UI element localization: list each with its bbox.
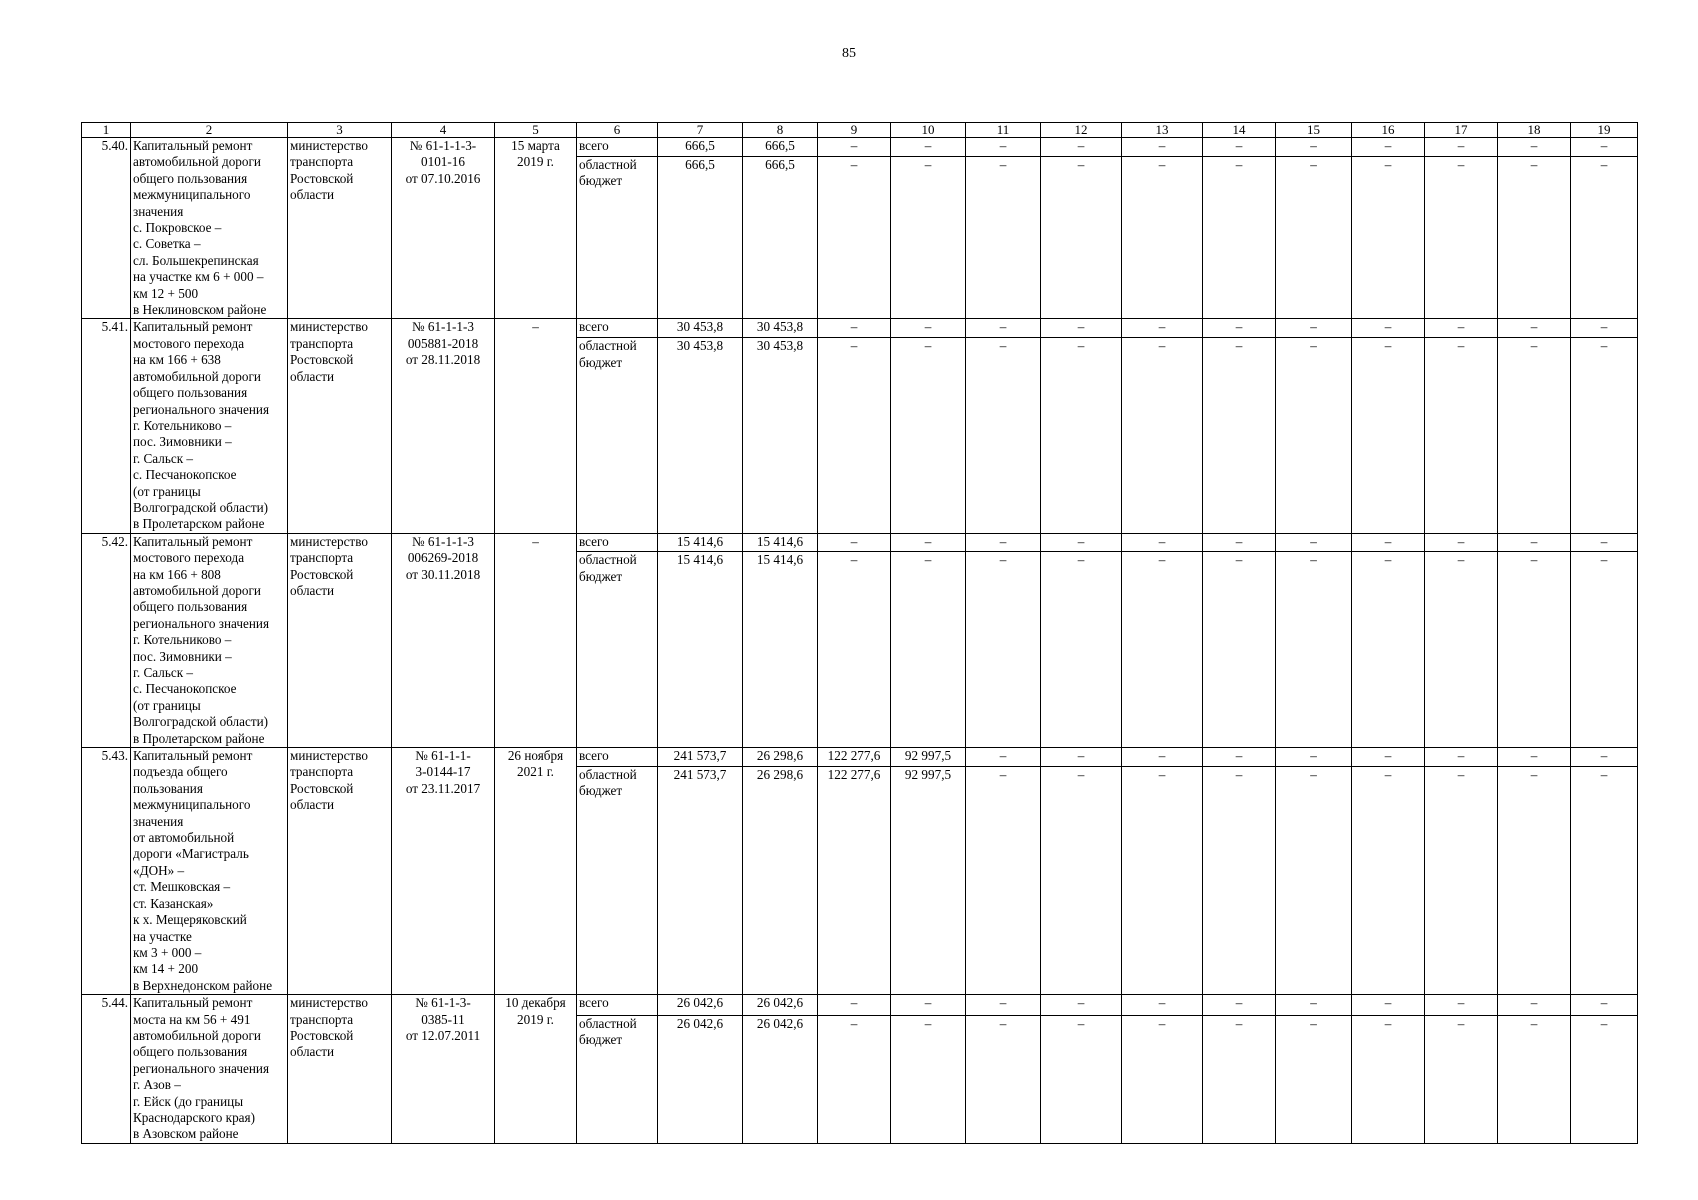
funding-value: – [1041, 338, 1122, 534]
funding-value: – [818, 533, 891, 552]
funding-value: – [818, 138, 891, 157]
funding-value: 241 573,7 [658, 766, 743, 995]
funding-value: – [891, 338, 966, 534]
funding-value: – [1425, 748, 1498, 767]
column-number: 14 [1203, 123, 1276, 138]
funding-value: – [1041, 138, 1122, 157]
document-number: № 61-1-3- 0385-11 от 12.07.2011 [392, 995, 495, 1144]
column-number-row [82, 123, 1638, 138]
column-number: 17 [1425, 123, 1498, 138]
funding-value: – [1352, 748, 1425, 767]
funding-value: – [1352, 319, 1425, 338]
funding-value: – [891, 552, 966, 748]
funding-value: – [891, 995, 966, 1016]
funding-value: – [966, 156, 1041, 319]
funding-value: – [1571, 995, 1638, 1016]
funding-value: – [1352, 533, 1425, 552]
funding-value: – [1276, 338, 1352, 534]
funding-value: – [818, 995, 891, 1016]
funding-value: – [1276, 766, 1352, 995]
funding-value: – [1276, 319, 1352, 338]
funding-value: 666,5 [743, 138, 818, 157]
funding-value: – [1041, 552, 1122, 748]
funding-value: 92 997,5 [891, 748, 966, 767]
funding-value: – [966, 552, 1041, 748]
funding-value: 30 453,8 [658, 319, 743, 338]
funding-value: – [1122, 995, 1203, 1016]
funding-value: – [1203, 338, 1276, 534]
column-number: 13 [1122, 123, 1203, 138]
funding-value: – [1571, 338, 1638, 534]
funding-source: всего [577, 319, 658, 338]
funding-value: 122 277,6 [818, 748, 891, 767]
funding-value: – [966, 319, 1041, 338]
funding-value: 30 453,8 [658, 338, 743, 534]
funding-value: – [1571, 319, 1638, 338]
funding-value: – [1498, 552, 1571, 748]
funding-value: – [966, 748, 1041, 767]
funding-value: – [1276, 748, 1352, 767]
table-row [82, 319, 1638, 338]
funding-value: – [891, 319, 966, 338]
funding-value: – [891, 1015, 966, 1143]
funding-value: – [1041, 319, 1122, 338]
funding-value: – [1352, 766, 1425, 995]
funding-value: – [1122, 766, 1203, 995]
funding-value: – [1352, 338, 1425, 534]
column-number: 12 [1041, 123, 1122, 138]
funding-source: областной бюджет [577, 766, 658, 995]
funding-value: – [966, 533, 1041, 552]
page-number: 85 [842, 46, 856, 61]
funding-value: 30 453,8 [743, 338, 818, 534]
funding-value: – [1276, 552, 1352, 748]
funding-value: – [1571, 748, 1638, 767]
table-row [82, 138, 1638, 157]
funding-value: 26 042,6 [743, 995, 818, 1016]
column-number: 9 [818, 123, 891, 138]
funding-value: – [1122, 552, 1203, 748]
funding-value: – [1352, 156, 1425, 319]
funding-value: – [1571, 766, 1638, 995]
funding-value: – [1498, 1015, 1571, 1143]
funding-source: областной бюджет [577, 338, 658, 534]
column-number: 18 [1498, 123, 1571, 138]
funding-value: 666,5 [658, 138, 743, 157]
column-number: 1 [82, 123, 131, 138]
column-number: 6 [577, 123, 658, 138]
column-number: 15 [1276, 123, 1352, 138]
funding-value: – [1425, 552, 1498, 748]
completion-date: – [495, 319, 577, 533]
funding-value: – [1276, 156, 1352, 319]
funding-value: 15 414,6 [743, 533, 818, 552]
funding-value: – [1203, 995, 1276, 1016]
column-number: 7 [658, 123, 743, 138]
funding-value: 26 298,6 [743, 766, 818, 995]
funding-value: – [1425, 766, 1498, 995]
funding-value: 241 573,7 [658, 748, 743, 767]
item-number: 5.42. [82, 533, 131, 747]
funding-value: – [1122, 156, 1203, 319]
funding-value: – [1122, 1015, 1203, 1143]
object-name: Капитальный ремонт автомобильной дороги общего пользования межмуниципального значения с. Покровское – с. Советка – сл. Большекрепинская на участке км 6 + 000 – км 12 + 500 в Неклиновском районе [131, 138, 288, 319]
column-number: 10 [891, 123, 966, 138]
document-number: № 61-1-1-3 005881-2018 от 28.11.2018 [392, 319, 495, 533]
funding-value: 26 042,6 [658, 1015, 743, 1143]
funding-value: 92 997,5 [891, 766, 966, 995]
funding-value: – [966, 995, 1041, 1016]
document-number: № 61-1-1- 3-0144-17 от 23.11.2017 [392, 748, 495, 995]
funding-value: – [1498, 338, 1571, 534]
funding-value: – [818, 1015, 891, 1143]
funding-source: всего [577, 995, 658, 1016]
funding-value: 26 042,6 [743, 1015, 818, 1143]
funding-value: – [1425, 319, 1498, 338]
customer: министерство транспорта Ростовской области [288, 533, 392, 747]
funding-value: – [966, 1015, 1041, 1143]
funding-value: – [818, 319, 891, 338]
funding-value: 122 277,6 [818, 766, 891, 995]
funding-value: 15 414,6 [658, 552, 743, 748]
funding-value: – [1571, 552, 1638, 748]
funding-value: – [1571, 1015, 1638, 1143]
funding-value: – [818, 552, 891, 748]
funding-value: – [1498, 995, 1571, 1016]
column-number: 2 [131, 123, 288, 138]
funding-value: 26 042,6 [658, 995, 743, 1016]
funding-value: – [1425, 995, 1498, 1016]
funding-value: – [1122, 138, 1203, 157]
funding-value: – [1041, 748, 1122, 767]
object-name: Капитальный ремонт мостового перехода на км 166 + 808 автомобильной дороги общего пользования регионального значения г. Котельниково – пос. Зимовники – г. Сальск – с. Песчанокопское (от границы Волгоградской области) в Пролетарском районе [131, 533, 288, 747]
completion-date: 15 марта 2019 г. [495, 138, 577, 319]
funding-value: – [1498, 319, 1571, 338]
funding-value: – [1425, 338, 1498, 534]
funding-value: – [1352, 138, 1425, 157]
funding-value: – [1276, 138, 1352, 157]
funding-value: – [1425, 1015, 1498, 1143]
customer: министерство транспорта Ростовской области [288, 319, 392, 533]
customer: министерство транспорта Ростовской области [288, 138, 392, 319]
funding-value: – [966, 138, 1041, 157]
item-number: 5.40. [82, 138, 131, 319]
funding-value: – [1425, 156, 1498, 319]
funding-value: – [1352, 552, 1425, 748]
funding-value: 666,5 [743, 156, 818, 319]
funding-value: – [1498, 766, 1571, 995]
funding-value: – [1203, 156, 1276, 319]
funding-value: – [1041, 156, 1122, 319]
funding-source: всего [577, 533, 658, 552]
column-number: 8 [743, 123, 818, 138]
funding-value: – [1122, 319, 1203, 338]
funding-value: – [1276, 1015, 1352, 1143]
funding-value: – [1571, 138, 1638, 157]
funding-value: – [1041, 995, 1122, 1016]
funding-value: – [1425, 138, 1498, 157]
funding-value: 30 453,8 [743, 319, 818, 338]
funding-value: – [1571, 533, 1638, 552]
item-number: 5.43. [82, 748, 131, 995]
funding-value: – [1041, 533, 1122, 552]
funding-value: – [1276, 533, 1352, 552]
funding-value: – [818, 338, 891, 534]
funding-value: – [818, 156, 891, 319]
completion-date: 26 ноября 2021 г. [495, 748, 577, 995]
funding-value: – [1276, 995, 1352, 1016]
item-number: 5.41. [82, 319, 131, 533]
funding-value: – [1425, 533, 1498, 552]
funding-value: – [1498, 156, 1571, 319]
funding-value: – [1122, 748, 1203, 767]
completion-date: 10 декабря 2019 г. [495, 995, 577, 1144]
funding-source: всего [577, 138, 658, 157]
document-number: № 61-1-1-3- 0101-16 от 07.10.2016 [392, 138, 495, 319]
funding-value: – [1122, 338, 1203, 534]
funding-value: – [966, 766, 1041, 995]
funding-value: – [1203, 552, 1276, 748]
funding-value: – [891, 156, 966, 319]
funding-value: 666,5 [658, 156, 743, 319]
funding-value: – [1498, 138, 1571, 157]
table-row [82, 533, 1638, 552]
funding-value: – [1498, 533, 1571, 552]
funding-source: областной бюджет [577, 1015, 658, 1143]
funding-value: 15 414,6 [743, 552, 818, 748]
table-row [82, 748, 1638, 767]
object-name: Капитальный ремонт мостового перехода на км 166 + 638 автомобильной дороги общего пользования регионального значения г. Котельниково – пос. Зимовники – г. Сальск – с. Песчанокопское (от границы Волгоградской области) в Пролетарском районе [131, 319, 288, 533]
funding-value: – [891, 138, 966, 157]
funding-value: – [891, 533, 966, 552]
funding-source: областной бюджет [577, 552, 658, 748]
column-number: 4 [392, 123, 495, 138]
object-name: Капитальный ремонт подъезда общего пользования межмуниципального значения от автомобильной дороги «Магистраль «ДОН» – ст. Мешковская – ст. Казанская» к х. Мещеряковский на участке км 3 + 000 – км 14 + 200 в Верхнедонском районе [131, 748, 288, 995]
funding-value: – [1041, 1015, 1122, 1143]
funding-value: – [1203, 138, 1276, 157]
customer: министерство транспорта Ростовской области [288, 748, 392, 995]
funding-value: 15 414,6 [658, 533, 743, 552]
column-number: 16 [1352, 123, 1425, 138]
document-number: № 61-1-1-3 006269-2018 от 30.11.2018 [392, 533, 495, 747]
funding-source: всего [577, 748, 658, 767]
column-number: 3 [288, 123, 392, 138]
funding-value: – [1203, 748, 1276, 767]
funding-value: – [1122, 533, 1203, 552]
column-number: 19 [1571, 123, 1638, 138]
table-row [82, 995, 1638, 1016]
funding-value: – [1203, 533, 1276, 552]
funding-value: – [1203, 766, 1276, 995]
funding-source: областной бюджет [577, 156, 658, 319]
funding-value: – [1352, 995, 1425, 1016]
funding-value: – [1571, 156, 1638, 319]
program-table [81, 122, 1638, 1144]
funding-value: – [966, 338, 1041, 534]
table-body [82, 123, 1638, 1144]
column-number: 11 [966, 123, 1041, 138]
funding-value: – [1203, 319, 1276, 338]
funding-value: – [1498, 748, 1571, 767]
customer: министерство транспорта Ростовской области [288, 995, 392, 1144]
completion-date: – [495, 533, 577, 747]
funding-value: 26 298,6 [743, 748, 818, 767]
funding-value: – [1203, 1015, 1276, 1143]
item-number: 5.44. [82, 995, 131, 1144]
funding-value: – [1041, 766, 1122, 995]
column-number: 5 [495, 123, 577, 138]
object-name: Капитальный ремонт моста на км 56 + 491 автомобильной дороги общего пользования регионального значения г. Азов – г. Ейск (до границы Краснодарского края) в Азовском районе [131, 995, 288, 1144]
funding-value: – [1352, 1015, 1425, 1143]
